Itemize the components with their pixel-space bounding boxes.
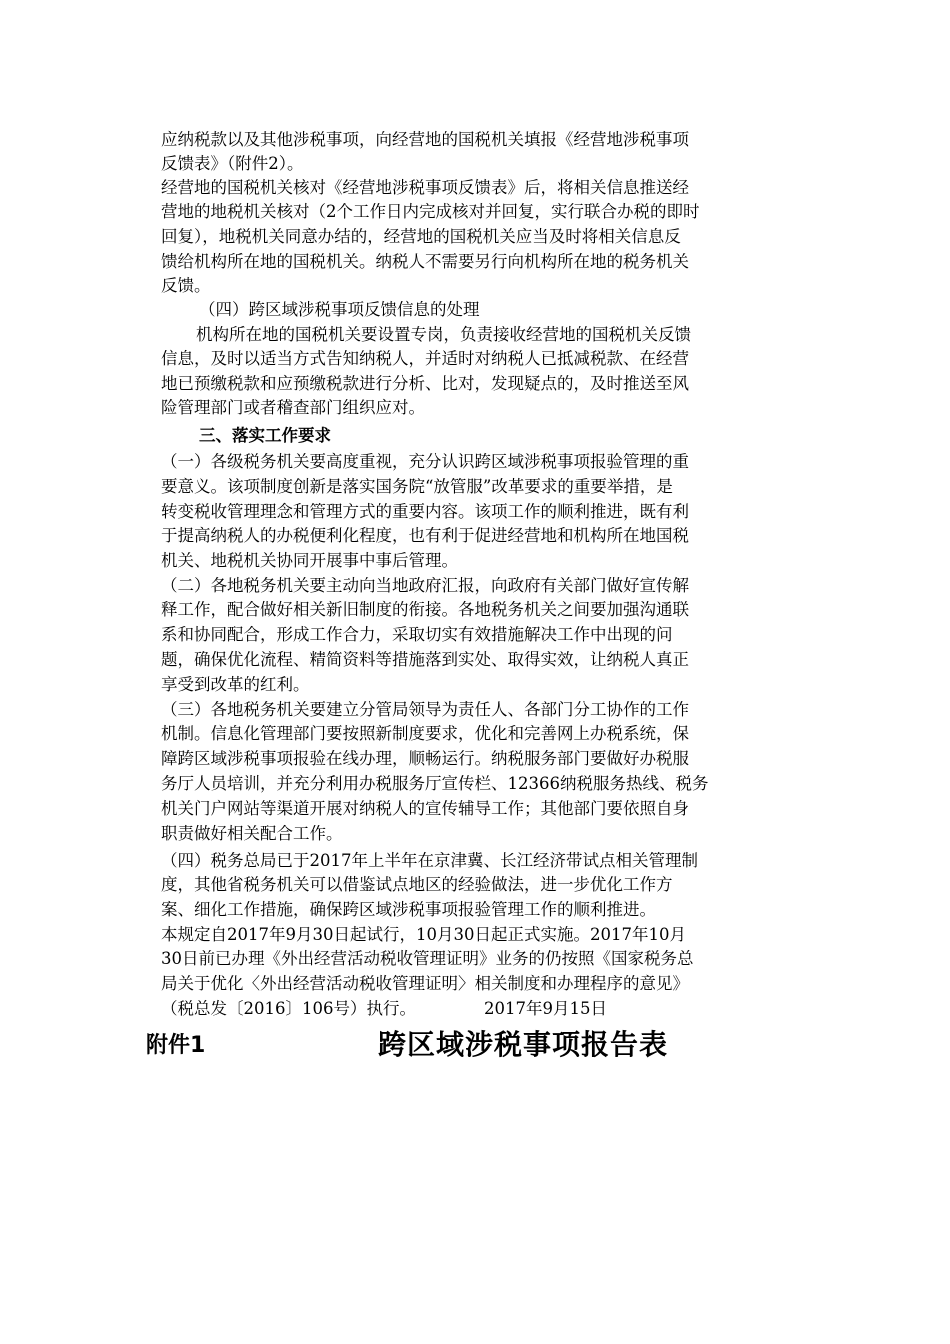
body-line: 本规定自2017年9月30日起试行，10月30日起正式实施。2017年10月 [161,925,686,944]
body-line: 回复），地税机关同意办结的，经营地的国税机关应当及时将相关信息反 [161,227,681,246]
section-heading: 三、落实工作要求 [199,426,331,445]
attachment-title: 跨区域涉税事项报告表 [378,1028,669,1061]
body-line: （二）各地税务机关要主动向当地政府汇报，向政府有关部门做好宣传解 [161,576,689,595]
body-line: 要意义。该项制度创新是落实国务院“放管服”改革要求的重要举措，是 [161,477,673,496]
body-line: 30日前已办理《外出经营活动税收管理证明》业务的仍按照《国家税务总 [161,949,694,968]
body-line: （四）税务总局已于2017年上半年在京津冀、长江经济带试点相关管理制 [161,851,698,870]
body-line: 险管理部门或者稽查部门组织应对。 [161,398,425,417]
body-line: 反馈表》（附件2）。 [161,154,304,173]
body-line: 应纳税款以及其他涉税事项，向经营地的国税机关填报《经营地涉税事项 [161,130,689,149]
body-line: 机构所在地的国税机关要设置专岗，负责接收经营地的国税机关反馈 [196,325,691,344]
body-line: 机关、地税机关协同开展事中事后管理。 [161,551,458,570]
body-line: 局关于优化〈外出经营活动税收管理证明〉相关制度和办理程序的意见》 [161,974,689,993]
body-line: 转变税收管理理念和管理方式的重要内容。该项工作的顺利推进，既有利 [161,502,689,521]
signature-date: 2017年9月15日 [484,999,607,1018]
body-line: 机制。信息化管理部门要按照新制度要求，优化和完善网上办税系统，保 [161,724,689,743]
body-line: 馈给机构所在地的国税机关。纳税人不需要另行向机构所在地的税务机关 [161,252,689,271]
body-line: 职责做好相关配合工作。 [161,824,343,843]
body-line: 地已预缴税款和应预缴税款进行分析、比对，发现疑点的，及时推送至风 [161,374,689,393]
body-line: 案、细化工作措施，确保跨区域涉税事项报验管理工作的顺利推进。 [161,900,656,919]
body-line: 经营地的国税机关核对《经营地涉税事项反馈表》后，将相关信息推送经 [161,178,689,197]
body-line: 享受到改革的红利。 [161,675,310,694]
body-line: 机关门户网站等渠道开展对纳税人的宣传辅导工作；其他部门要依照自身 [161,799,689,818]
body-line: 反馈。 [161,276,211,295]
body-line: （税总发〔2016〕106号）执行。 [161,999,416,1018]
section-heading: （四）跨区域涉税事项反馈信息的处理 [199,300,480,319]
body-line: 度，其他省税务机关可以借鉴试点地区的经验做法，进一步优化工作方 [161,875,673,894]
attachment-label: 附件1 [146,1033,206,1058]
body-line: 系和协同配合，形成工作合力，采取切实有效措施解决工作中出现的问 [161,625,673,644]
body-line: 题，确保优化流程、精简资料等措施落到实处、取得实效，让纳税人真正 [161,650,689,669]
body-line-with-date [161,997,801,1021]
body-line: （一）各级税务机关要高度重视，充分认识跨区域涉税事项报验管理的重 [161,452,689,471]
body-line: 务厅人员培训，并充分利用办税服务厅宣传栏、12366纳税服务热线、税务 [161,774,709,793]
body-line: （三）各地税务机关要建立分管局领导为责任人、各部门分工协作的工作 [161,700,689,719]
body-line: 信息，及时以适当方式告知纳税人，并适时对纳税人已抵减税款、在经营 [161,349,689,368]
body-line: 障跨区域涉税事项报验在线办理，顺畅运行。纳税服务部门要做好办税服 [161,749,689,768]
body-line: 营地的地税机关核对（2个工作日内完成核对并回复，实行联合办税的即时 [161,202,700,221]
body-line: 释工作，配合做好相关新旧制度的衔接。各地税务机关之间要加强沟通联 [161,600,689,619]
body-line: 于提高纳税人的办税便利化程度，也有利于促进经营地和机构所在地国税 [161,526,689,545]
